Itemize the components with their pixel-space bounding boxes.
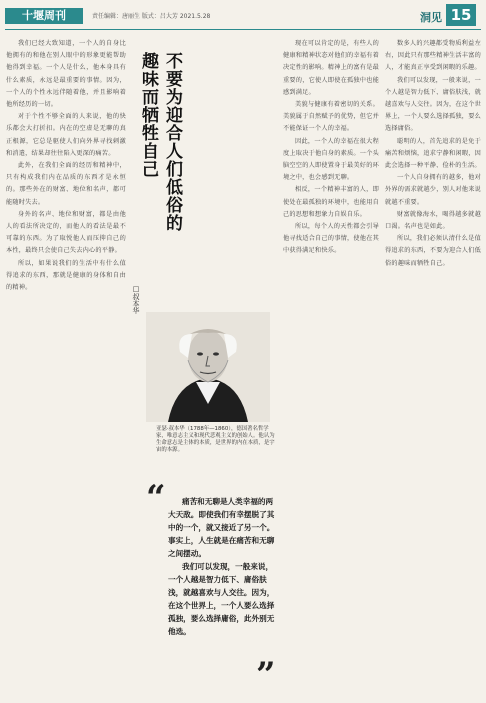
masthead: 十堰周刊 bbox=[5, 8, 83, 24]
open-quote-icon: “ bbox=[146, 478, 166, 518]
text-column-left bbox=[6, 38, 126, 693]
title-line-2: 趣味而牺牲自己 bbox=[138, 52, 158, 178]
paragraph: 我们可以发现，一般来说，一个人越是智力低下、庸俗肤浅，就越喜欢与人交往。因为，在这个世界上，一个人要么选择孤独，要么选择庸俗。 bbox=[385, 76, 481, 133]
byline: □叔本华 bbox=[132, 285, 140, 314]
section-name: 洞见 bbox=[420, 11, 442, 24]
editor-credits: 责任编辑：唐丽生 版式：吕大芳 2021.5.28 bbox=[92, 13, 211, 20]
paragraph: 现在可以肯定的是，有些人的健康和精神状态对他们的幸福有着决定性的影响。精神上的富有是最重要的，它使人即使在孤独中也能感到满足。 bbox=[283, 40, 379, 96]
text-column-middle bbox=[283, 38, 379, 693]
close-quote-icon: ” bbox=[256, 655, 276, 695]
page-number: 15 bbox=[446, 4, 476, 26]
paragraph: 相反，一个精神丰富的人，即使处在最孤独的环境中，也能用自己的思想和想象力自娱自乐。 bbox=[283, 186, 379, 218]
paragraph: 聪明的人，首先追求的是免于痛苦和烦恼，追求宁静和闲暇，因此会选择一种平静、俭朴的生活。 bbox=[385, 137, 481, 170]
paragraph: 因此，一个人的幸福在很大程度上取决于他自身的素质。一个头脑空空的人即使置身于最美好的环境之中，也会感到无聊。 bbox=[283, 137, 379, 182]
portrait-caption: 亚瑟·叔本华（1788年—1860），德国著名哲学家，唯意志主义和现代悲观主义的创始人。他认为生命意志是主体的本质，是世界的内在本质，是宇宙的本源。 bbox=[154, 424, 278, 456]
paragraph: 一个人自身拥有的越多，他对外界的需求就越少，别人对他来说就越不重要。 bbox=[385, 174, 481, 206]
header-rule bbox=[5, 29, 481, 30]
paragraph: 对于个性不够全面的人来说，他的快乐都会大打折扣。内在的空虚是无聊的真正根源，它总是驱使人们向外界寻找刺激和消遣，结果却往往陷入更深的痛苦。 bbox=[6, 113, 126, 157]
paragraph: 财富就像海水，喝得越多就越口渴。名声也是如此。 bbox=[385, 210, 481, 231]
paragraph: 我们可以发现，一般来说，一个人越是智力低下、庸俗肤浅，就越喜欢与人交往。因为，在这个世界上，一个人要么选择孤独，要么选择庸俗，此外别无他选。 bbox=[168, 562, 275, 636]
text-column-right bbox=[385, 38, 481, 693]
page-header bbox=[0, 0, 486, 30]
paragraph: 所以，我们必须认清什么是值得追求的东西，不要为迎合人们低俗的趣味而牺牲自己。 bbox=[385, 235, 481, 267]
paragraph: 我们已经大致知道，一个人的自身比他拥有的和他在别人眼中的形象更能帮助他得到幸福。一个人是什么，他本身具有什么素质，永远是最重要的事情。因为，一个人的个性永远伴随着他，并且影响着他所经历的一切。 bbox=[6, 40, 126, 109]
pull-quote bbox=[168, 495, 278, 638]
paragraph: 此外，在我们全面的经历和精神中，只有构成我们内在品质的东西才是永恒的。那些外在的财富、地位和名声，都可能随时失去。 bbox=[6, 162, 126, 206]
article-title bbox=[137, 52, 185, 282]
title-line-1: 不要为迎合人们低俗的 bbox=[162, 52, 182, 232]
paragraph: 美貌与健康有着密切的关系。美貌属于自然赋予的优势，但它并不能保证一个人的幸福。 bbox=[283, 101, 379, 133]
paragraph: 所以，每个人的天性都会引导他寻找适合自己的事情，使他在其中获得满足和快乐。 bbox=[283, 223, 379, 255]
paragraph: 痛苦和无聊是人类幸福的两大天敌。即使我们有幸摆脱了其中的一个，就又接近了另一个。事实上，人生就是在痛苦和无聊之间摆动。 bbox=[168, 497, 275, 558]
paragraph: 身外的名声、地位和财富，都是由他人的看法所决定的，而他人的看法是最不可靠的东西。为了取悦他人而压抑自己的本性，最终只会使自己失去内心的平静。 bbox=[6, 210, 126, 255]
paragraph: 数多人的兴趣都受物质利益左右，因此只有那些精神生活丰富的人，才能真正享受到闲暇的乐趣。 bbox=[385, 40, 481, 72]
paragraph: 所以，如果说我们的生活中有什么值得追求的东西，那就是健康的身体和自由的精神。 bbox=[6, 259, 126, 292]
